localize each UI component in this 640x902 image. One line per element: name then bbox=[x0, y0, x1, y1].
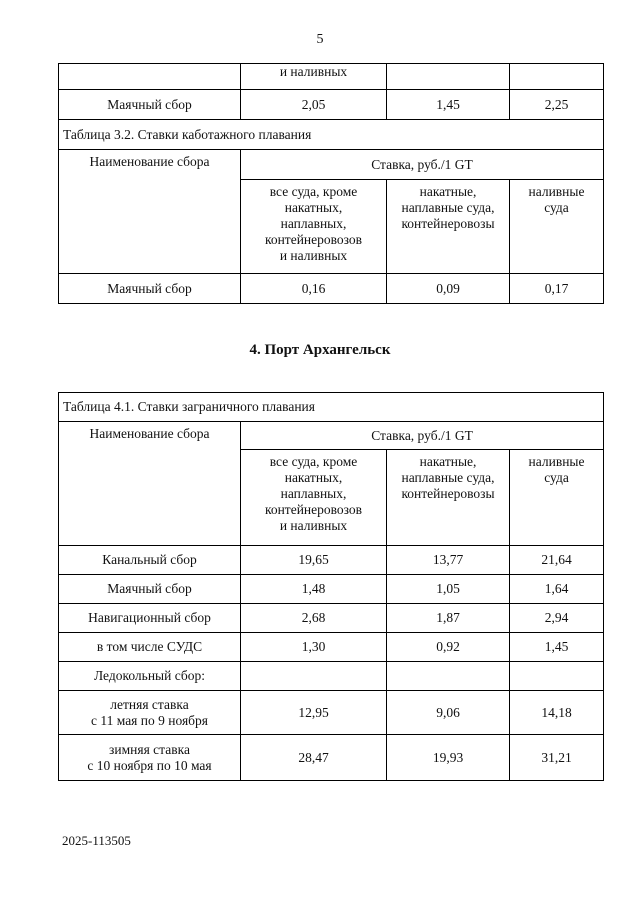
fee-name: Навигационный сбор bbox=[59, 604, 241, 633]
column-header-name: Наименование сбора bbox=[59, 150, 241, 274]
rate-value: 14,18 bbox=[510, 691, 604, 735]
rate-value bbox=[387, 662, 510, 691]
table-row bbox=[59, 604, 604, 633]
subheader-rolling-floating: накатные, наплавные суда, контейнеровозы bbox=[387, 450, 510, 546]
rate-value: 2,25 bbox=[510, 90, 604, 120]
rate-value: 1,87 bbox=[387, 604, 510, 633]
rate-value: 1,45 bbox=[387, 90, 510, 120]
column-header-rate: Ставка, руб./1 GT bbox=[241, 150, 604, 180]
fee-name: Маячный сбор bbox=[59, 575, 241, 604]
table-row bbox=[59, 633, 604, 662]
rate-value: 1,64 bbox=[510, 575, 604, 604]
fee-name: в том числе СУДС bbox=[59, 633, 241, 662]
table-cell bbox=[387, 64, 510, 90]
table-previous-continuation bbox=[58, 63, 604, 304]
table-row bbox=[59, 274, 604, 304]
rate-value: 28,47 bbox=[241, 735, 387, 781]
fee-name: Маячный сбор bbox=[59, 90, 241, 120]
rate-value: 9,06 bbox=[387, 691, 510, 735]
rate-value bbox=[510, 662, 604, 691]
subheader-all-vessels: все суда, кроме накатных, наплавных, контейнеровозов и наливных bbox=[241, 180, 387, 274]
section-title: 4. Порт Архангельск bbox=[249, 342, 391, 358]
rate-value: 0,17 bbox=[510, 274, 604, 304]
rate-value: 1,30 bbox=[241, 633, 387, 662]
rate-value: 21,64 bbox=[510, 546, 604, 575]
rate-value: 1,45 bbox=[510, 633, 604, 662]
table-caption: Таблица 4.1. Ставки заграничного плавания bbox=[59, 393, 604, 422]
fee-name: Канальный сбор bbox=[59, 546, 241, 575]
table-cell: и наливных bbox=[241, 64, 387, 90]
table-caption: Таблица 3.2. Ставки каботажного плавания bbox=[59, 120, 604, 150]
rate-value: 13,77 bbox=[387, 546, 510, 575]
fee-name: Маячный сбор bbox=[59, 274, 241, 304]
subheader-tankers: наливные суда bbox=[510, 450, 604, 546]
rate-value bbox=[241, 662, 387, 691]
table-row bbox=[59, 64, 604, 90]
rate-value: 0,16 bbox=[241, 274, 387, 304]
document-number: 2025-113505 bbox=[62, 833, 131, 848]
rate-value: 19,65 bbox=[241, 546, 387, 575]
table-row bbox=[59, 662, 604, 691]
table-cell bbox=[59, 64, 241, 90]
rate-value: 2,68 bbox=[241, 604, 387, 633]
subheader-all-vessels: все суда, кроме накатных, наплавных, контейнеровозов и наливных bbox=[241, 450, 387, 546]
fee-name: Ледокольный сбор: bbox=[59, 662, 241, 691]
rate-value: 2,94 bbox=[510, 604, 604, 633]
page-number: 5 bbox=[316, 32, 324, 47]
fee-name: зимняя ставка с 10 ноября по 10 мая bbox=[59, 735, 241, 781]
rate-value: 0,09 bbox=[387, 274, 510, 304]
table-row bbox=[59, 90, 604, 120]
column-header-name: Наименование сбора bbox=[59, 422, 241, 546]
table-4-1 bbox=[58, 392, 604, 781]
rate-value: 2,05 bbox=[241, 90, 387, 120]
table-row bbox=[59, 546, 604, 575]
rate-value: 0,92 bbox=[387, 633, 510, 662]
rate-value: 12,95 bbox=[241, 691, 387, 735]
rate-value: 1,05 bbox=[387, 575, 510, 604]
table-cell bbox=[510, 64, 604, 90]
rate-value: 19,93 bbox=[387, 735, 510, 781]
rate-value: 31,21 bbox=[510, 735, 604, 781]
table-row bbox=[59, 735, 604, 781]
column-header-rate: Ставка, руб./1 GT bbox=[241, 422, 604, 450]
subheader-tankers: наливные суда bbox=[510, 180, 604, 274]
fee-name: летняя ставка с 11 мая по 9 ноября bbox=[59, 691, 241, 735]
rate-value: 1,48 bbox=[241, 575, 387, 604]
table-row bbox=[59, 691, 604, 735]
table-row bbox=[59, 575, 604, 604]
subheader-rolling-floating: накатные, наплавные суда, контейнеровозы bbox=[387, 180, 510, 274]
